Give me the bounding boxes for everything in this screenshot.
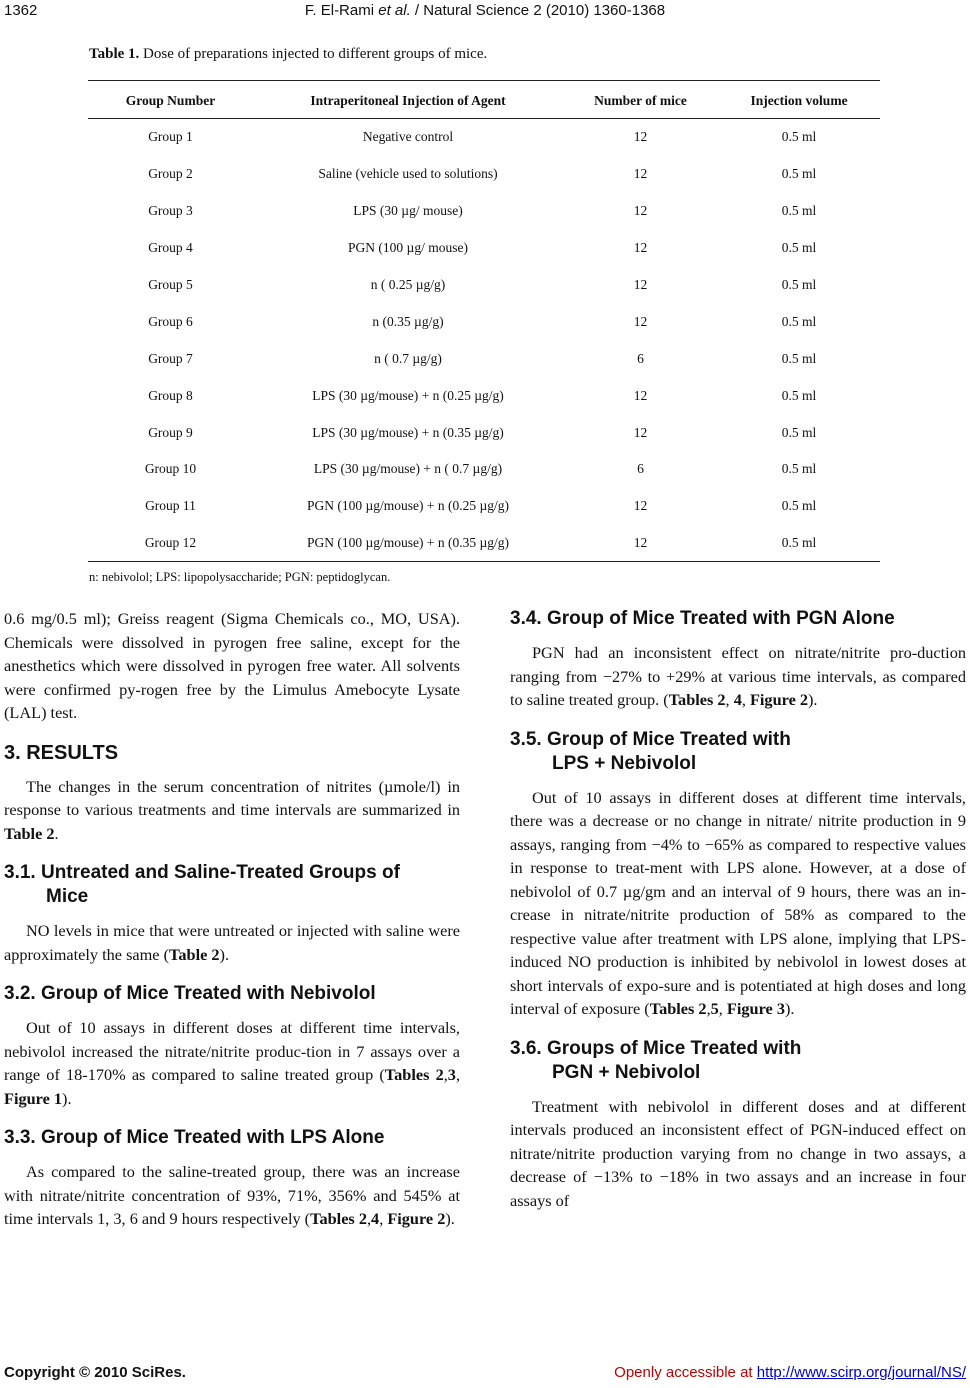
heading-3-1: 3.1. Untreated and Saline-Treated Groups of Mice — [4, 862, 400, 907]
table-row — [88, 303, 880, 340]
cell-volume: 0.5 ml — [781, 350, 817, 366]
page-number: 1362 — [4, 2, 38, 19]
table-row — [88, 119, 880, 156]
col-header-agent: Intraperitoneal Injection of Agent — [310, 92, 506, 108]
paragraph-3-1: NO levels in mice that were untreated or injected with saline were approximately the same (Table 2). — [4, 921, 460, 964]
table-footnote: n: nebivolol; LPS: lipopolysaccharide; PGN: peptidoglycan. — [89, 570, 391, 584]
cell-mice: 12 — [633, 498, 648, 514]
cell-volume: 0.5 ml — [781, 498, 817, 514]
running-title: F. El-Rami et al. / Natural Science 2 (2010) 1360-1368 — [304, 2, 666, 19]
cell-group: Group 5 — [148, 277, 193, 292]
cell-mice: 6 — [637, 350, 644, 366]
cell-mice: 6 — [637, 461, 644, 477]
cell-group: Group 10 — [144, 461, 197, 477]
cell-agent: LPS (30 µg/mouse) + n (0.25 µg/g) — [312, 387, 504, 403]
cell-group: Group 4 — [148, 240, 193, 256]
heading-3-3: 3.3. Group of Mice Treated with LPS Alone — [4, 1127, 385, 1148]
cell-agent: Negative control — [362, 129, 454, 145]
table-row — [88, 414, 880, 451]
cell-agent: n ( 0.7 µg/g) — [374, 350, 442, 366]
cell-mice: 12 — [633, 166, 648, 182]
cell-agent: n ( 0.25 µg/g) — [370, 277, 446, 292]
table-top-rule — [88, 80, 880, 81]
left-column — [4, 607, 460, 1231]
methods-paragraph: 0.6 mg/0.5 ml); Greiss reagent (Sigma Chemicals co., MO, USA). Chemicals were dissolved in pyrogen free saline, except for the anesthetics which were dissolved in pyrogen free water. All solvents were confirmed py-rogen free by the Limulus Amebocyte Lysate (LAL) test. — [4, 609, 460, 722]
cell-group: Group 6 — [148, 313, 193, 329]
paragraph-3-5: Out of 10 assays in different doses at different time intervals, there was a decrease or no change in nitrate/ nitrite production in 9 assays, ranging from −4% to −65% as compared to respective values in response to treat-ment with LPS alone. However, at a dose of nebivolol of 0.7 µg/gm and an interval of 9 hours, there was an in-crease in nitrate/nitrite production of 58% as compared to the respective value after treatment with LPS alone, implying that LPS-induced NO production is inhibited by nebivolol in lowest doses at short intervals of expo-sure and is potentiated at high doses and long interval of exposure (Tables 2,5, Figure 3). — [510, 787, 966, 1018]
cell-group: Group 11 — [145, 498, 196, 514]
dose-table — [88, 82, 880, 562]
cell-group: Group 3 — [148, 203, 193, 219]
cell-mice: 12 — [633, 240, 648, 256]
cell-mice: 12 — [633, 313, 648, 329]
cell-agent: LPS (30 µg/mouse) + n ( 0.7 µg/g) — [313, 461, 503, 477]
table-row — [88, 193, 880, 230]
cell-mice: 12 — [633, 277, 648, 292]
table-row — [88, 451, 880, 488]
heading-3-2: 3.2. Group of Mice Treated with Nebivolol — [4, 983, 376, 1004]
cell-mice: 12 — [633, 535, 648, 551]
copyright-notice: Copyright © 2010 SciRes. — [4, 1364, 186, 1381]
table-row — [88, 156, 880, 193]
cell-group: Group 1 — [148, 129, 193, 145]
results-paragraph: The changes in the serum concentration of nitrites (µmole/l) in response to various treatments and time intervals are summarized in Table 2. — [4, 776, 460, 843]
cell-agent: PGN (100 µg/ mouse) — [348, 240, 468, 256]
table-row — [88, 488, 880, 525]
cell-group: Group 8 — [148, 387, 193, 403]
paragraph-3-4: PGN had an inconsistent effect on nitrate/nitrite pro-duction ranging from −27% to +29% at various time intervals, as compared to saline treated group. (Tables 2, 4, Figure 2). — [510, 643, 966, 709]
heading-3-4: 3.4. Group of Mice Treated with PGN Alone — [510, 608, 895, 629]
heading-3-5: 3.5. Group of Mice Treated with LPS + Nebivolol — [510, 728, 791, 774]
cell-volume: 0.5 ml — [781, 461, 817, 477]
cell-volume: 0.5 ml — [781, 277, 817, 292]
cell-volume: 0.5 ml — [781, 129, 817, 145]
journal-link[interactable]: http://www.scirp.org/journal/NS/ — [756, 1364, 966, 1381]
cell-volume: 0.5 ml — [781, 313, 817, 329]
cell-volume: 0.5 ml — [781, 535, 817, 551]
cell-group: Group 9 — [148, 424, 193, 440]
results-heading: 3. RESULTS — [4, 741, 119, 764]
cell-group: Group 7 — [148, 350, 193, 366]
table-row — [88, 267, 880, 304]
cell-agent: n (0.35 µg/g) — [372, 313, 444, 329]
cell-volume: 0.5 ml — [781, 166, 817, 182]
cell-mice: 12 — [633, 424, 648, 440]
paragraph-3-6: Treatment with nebivolol in different doses and at different intervals produced an inconsistent effect of PGN-induced effect on nitrate/nitrite production varying from no change in two assays, a decrease of −13% to −18% in two assays and an increase in four assays of — [510, 1096, 966, 1210]
heading-3-6: 3.6. Groups of Mice Treated with PGN + Nebivolol — [510, 1037, 802, 1083]
cell-volume: 0.5 ml — [781, 203, 817, 219]
open-access-notice: Openly accessible at http://www.scirp.org/journal/NS/ — [614, 1364, 966, 1381]
cell-mice: 12 — [633, 129, 648, 145]
cell-agent: Saline (vehicle used to solutions) — [318, 166, 498, 182]
right-column — [510, 607, 966, 1212]
col-header-mice: Number of mice — [594, 92, 687, 108]
table-row — [88, 525, 880, 562]
table-row — [88, 230, 880, 267]
cell-group: Group 12 — [144, 535, 197, 551]
paragraph-3-2: Out of 10 assays in different doses at different time intervals, nebivolol increased the nitrate/nitrite produc-tion in 7 assays over a range of 18-170% as compared to saline treated group (Tables 2,3, Figure 1). — [4, 1018, 461, 1108]
col-header-volume: Injection volume — [750, 92, 848, 108]
table-caption: Table 1. Dose of preparations injected to different groups of mice. — [89, 46, 488, 62]
table-row — [88, 377, 880, 414]
table-row — [88, 340, 880, 377]
cell-agent: PGN (100 µg/mouse) + n (0.25 µg/g) — [306, 498, 510, 514]
cell-volume: 0.5 ml — [781, 240, 817, 256]
table-header-row — [88, 82, 880, 119]
col-header-group: Group Number — [125, 92, 216, 108]
cell-volume: 0.5 ml — [781, 424, 817, 440]
cell-agent: PGN (100 µg/mouse) + n (0.35 µg/g) — [306, 535, 510, 551]
cell-mice: 12 — [633, 387, 648, 403]
cell-agent: LPS (30 µg/ mouse) — [353, 203, 463, 219]
cell-agent: LPS (30 µg/mouse) + n (0.35 µg/g) — [312, 424, 504, 440]
cell-group: Group 2 — [148, 166, 193, 182]
cell-mice: 12 — [633, 203, 648, 219]
cell-volume: 0.5 ml — [781, 387, 817, 403]
running-header — [0, 2, 970, 24]
paragraph-3-3: As compared to the saline-treated group, there was an increase with nitrate/nitrite concentration of 93%, 71%, 356% and 545% at time intervals 1, 3, 6 and 9 hours respectively (Tables 2,4, Figure 2). — [4, 1162, 460, 1228]
